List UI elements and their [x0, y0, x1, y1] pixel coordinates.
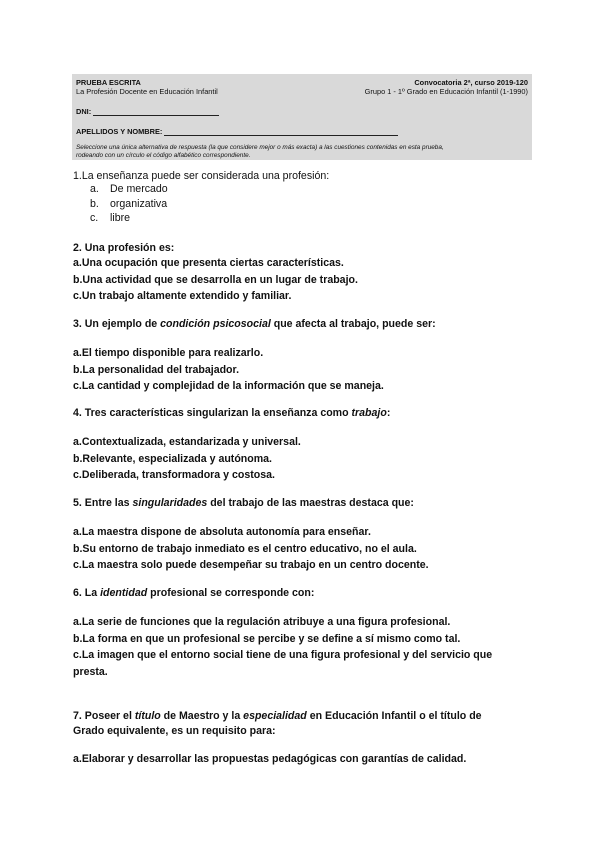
q4-option-b[interactable]: b.Relevante, especializada y autónoma.: [73, 452, 273, 465]
q6-option-c[interactable]: [73, 647, 533, 680]
q5-option-b[interactable]: b.Su entorno de trabajo inmediato es el centro educativo, no el aula.: [73, 542, 417, 555]
q4-option-c[interactable]: c.Deliberada, transformadora y costosa.: [73, 469, 275, 481]
question-7: [73, 709, 533, 739]
question-5: [73, 496, 533, 510]
header-row-2: [76, 87, 528, 96]
header-row-1: [76, 78, 528, 87]
q3-option-a[interactable]: a.El tiempo disponible para realizarlo.: [73, 347, 264, 359]
q6-option-b[interactable]: b.La forma en que un profesional se percibe y se define a sí mismo como tal.: [73, 632, 461, 645]
q7-option-a[interactable]: a.Elaborar y desarrollar las propuestas pedagógicas con garantías de calidad.: [73, 753, 467, 765]
q6-option-c-line-2: presta.: [73, 665, 108, 678]
question-7-text-pre: 7. Poseer el: [73, 710, 135, 722]
question-7-line-2: Grado equivalente, es un requisito para:: [73, 725, 276, 737]
question-6-emphasis: identidad: [100, 587, 148, 599]
course-name: La Profesión Docente en Educación Infantil: [76, 87, 218, 96]
question-6-text-post: profesional se corresponde con:: [147, 587, 315, 599]
q1-option-a[interactable]: [90, 182, 168, 197]
q6-option-a[interactable]: a.La serie de funciones que la regulación atribuye a una figura profesional.: [73, 616, 451, 628]
q4-option-a[interactable]: a.Contextualizada, estandarizada y universal.: [73, 436, 301, 448]
q1-option-b[interactable]: [90, 197, 167, 212]
question-2: 2. Una profesión es:: [73, 242, 175, 254]
question-4-text-pre: 4. Tres características singularizan la enseñanza como: [73, 407, 352, 419]
dni-field[interactable]: [93, 107, 219, 116]
instructions-line-2: rodeando con un círculo el código alfabético correspondiente.: [76, 152, 251, 159]
question-5-text-pre: 5. Entre las: [73, 497, 133, 509]
option-text: De mercado: [110, 183, 168, 195]
q1-option-c[interactable]: [90, 211, 130, 226]
q6-option-c-line-1: c.La imagen que el entorno social tiene de una figura profesional y del servicio que: [73, 649, 493, 661]
group-info: Grupo 1 - 1º Grado en Educación Infantil (1-1990): [364, 87, 528, 96]
question-5-text-post: del trabajo de las maestras destaca que:: [207, 497, 414, 509]
question-4-text-post: :: [386, 407, 391, 419]
question-4: [73, 406, 533, 420]
q5-option-a[interactable]: a.La maestra dispone de absoluta autonomía para enseñar.: [73, 526, 371, 538]
question-6-text-pre: 6. La: [73, 587, 101, 599]
dni-row: [76, 107, 528, 116]
q3-option-c[interactable]: c.La cantidad y complejidad de la información que se maneja.: [73, 380, 384, 392]
q2-option-a[interactable]: a.Una ocupación que presenta ciertas características.: [73, 257, 344, 269]
name-row: [76, 127, 528, 136]
question-7-emphasis-2: especialidad: [243, 710, 307, 722]
name-field[interactable]: [164, 127, 398, 136]
question-1: 1.La enseñanza puede ser considerada una profesión:: [73, 170, 330, 182]
question-3-text-pre: 3. Un ejemplo de: [73, 318, 161, 330]
option-label: c.: [90, 212, 99, 224]
question-6: [73, 586, 533, 600]
question-7-text-post: en Educación Infantil o el título de: [306, 710, 482, 722]
exam-title: PRUEBA ESCRITA: [76, 78, 141, 87]
question-5-emphasis: singularidades: [132, 497, 208, 509]
option-label: a.: [90, 183, 99, 195]
option-label: b.: [90, 197, 99, 210]
q3-option-b[interactable]: b.La personalidad del trabajador.: [73, 363, 240, 376]
dni-label: DNI:: [76, 107, 92, 116]
exam-convocatoria: Convocatoria 2ª, curso 2019-120: [414, 78, 528, 87]
option-text: libre: [110, 212, 131, 224]
question-7-emphasis-1: título: [134, 710, 161, 722]
q2-option-c[interactable]: c.Un trabajo altamente extendido y familiar.: [73, 290, 292, 302]
exam-header: [72, 74, 532, 160]
question-4-emphasis: trabajo: [351, 407, 387, 419]
q2-option-b[interactable]: b.Una actividad que se desarrolla en un lugar de trabajo.: [73, 273, 358, 286]
option-text: organizativa: [110, 197, 168, 210]
question-3: [73, 317, 533, 331]
q5-option-c[interactable]: c.La maestra solo puede desempeñar su trabajo en un centro docente.: [73, 559, 429, 571]
question-3-emphasis: condición psicosocial: [160, 318, 271, 330]
question-3-text-post: que afecta al trabajo, puede ser:: [270, 318, 436, 330]
instructions-line-1: Seleccione una única alternativa de respuesta (la que considere mejor o más exacta) a las cuestiones contenidas en esta prueba,: [76, 144, 444, 151]
question-7-text-mid: de Maestro y la: [160, 710, 244, 722]
apellidos-label: APELLIDOS Y NOMBRE:: [76, 127, 163, 136]
